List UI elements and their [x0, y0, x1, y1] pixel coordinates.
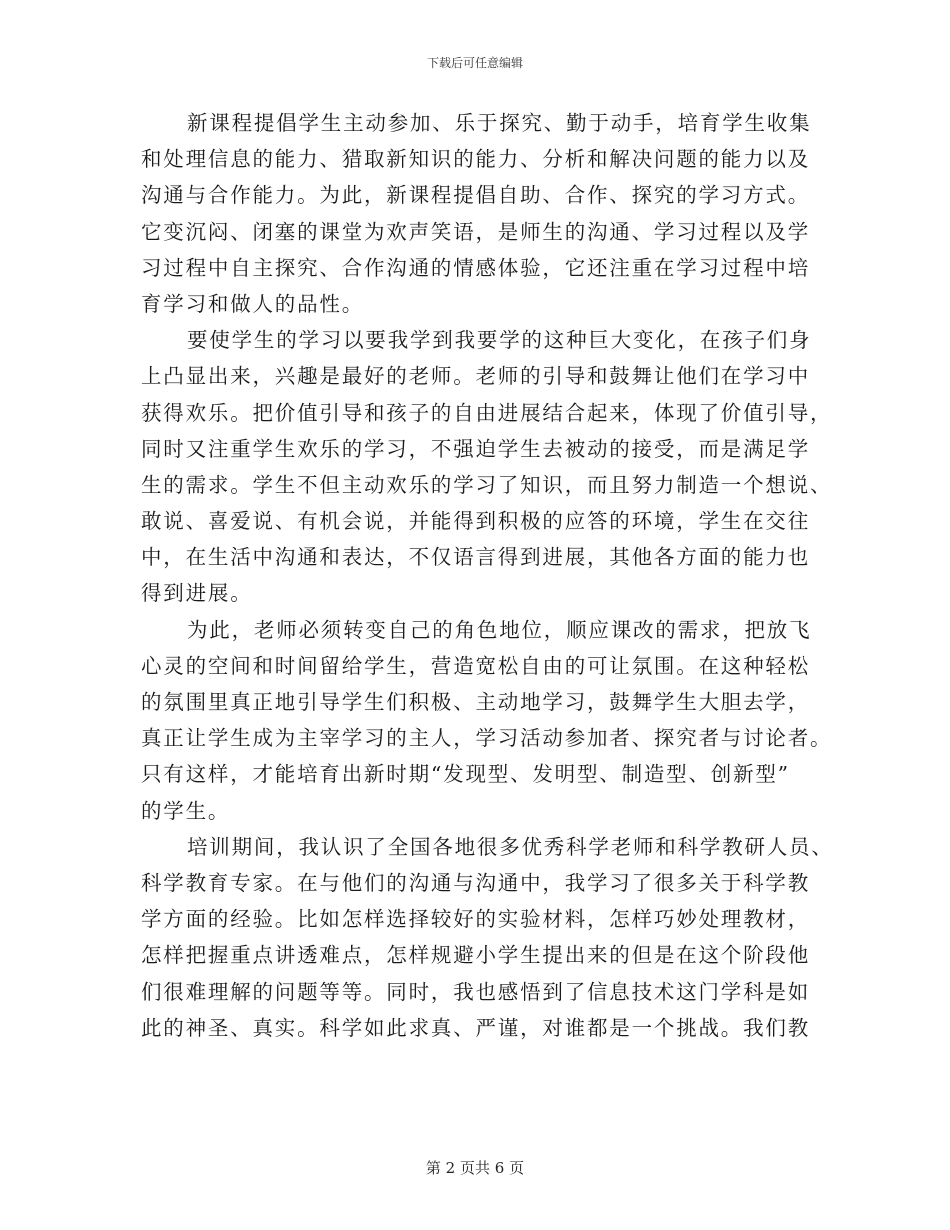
- text-line: 的学生。: [141, 798, 231, 823]
- text-line: 科学教育专家。在与他们的沟通与沟通中，我学习了很多关于科学教: [141, 870, 810, 895]
- text-line: 为此，老师必须转变自己的角色地位，顺应课改的需求，把放飞: [187, 617, 812, 642]
- text-line: 要使学生的学习以要我学到我要学的这种巨大变化，在孩子们身: [187, 328, 812, 353]
- page-header: 下载后可任意编辑: [426, 56, 523, 70]
- text-line: 习过程中自主探究、合作沟通的情感体验，它还注重在学习过程中培: [141, 255, 810, 280]
- text-line: 得到进展。: [141, 581, 253, 606]
- text-line: 和处理信息的能力、猎取新知识的能力、分析和解决问题的能力以及: [141, 147, 810, 172]
- text-line: 怎样把握重点讲透难点，怎样规避小学生提出来的但是在这个阶段他: [141, 943, 810, 968]
- text-line: 获得欢乐。把价值引导和孩子的自由进展结合起来，体现了价值引导，: [141, 400, 833, 425]
- text-line: 它变沉闷、闭塞的课堂为欢声笑语，是师生的沟通、学习过程以及学: [141, 219, 810, 244]
- document-body: [141, 105, 834, 1046]
- text-line: 们很难理解的问题等等。同时，我也感悟到了信息技术这门学科是如: [141, 979, 810, 1004]
- text-line: 敢说、喜爱说、有机会说，并能得到积极的应答的环境，学生在交往: [141, 509, 810, 534]
- text-line: 中，在生活中沟通和表达，不仅语言得到进展，其他各方面的能力也: [141, 545, 810, 570]
- text-line: 此的神圣、真实。科学如此求真、严谨，对谁都是一个挑战。我们教: [141, 1015, 810, 1040]
- text-line: 沟通与合作能力。为此，新课程提倡自助、合作、探究的学习方式。: [141, 183, 810, 208]
- paragraph: [141, 322, 833, 612]
- text-line: 同时又注重学生欢乐的学习，不强迫学生去被动的接受，而是满足学: [141, 436, 810, 461]
- text-line: 新课程提倡学生主动参加、乐于探究、勤于动手，培育学生收集: [187, 111, 812, 135]
- text-line: 只有这样，才能培育出新时期“发现型、发明型、制造型、创新型”: [141, 762, 790, 787]
- text-line: 上凸显出来，兴趣是最好的老师。老师的引导和鼓舞让他们在学习中: [141, 364, 810, 389]
- text-line: 真正让学生成为主宰学习的主人，学习活动参加者、探究者与讨论者。: [141, 726, 833, 751]
- text-line: 学方面的经验。比如怎样选择较好的实验材料，怎样巧妙处理教材，: [141, 907, 810, 932]
- paragraph: [141, 612, 833, 829]
- paragraph: [141, 105, 811, 322]
- text-line: 培训期间，我认识了全国各地很多优秀科学老师和科学教研人员、: [187, 834, 834, 859]
- text-line: 心灵的空间和时间留给学生，营造宽松自由的可让氛围。在这种轻松: [141, 653, 810, 678]
- paragraph: [141, 829, 834, 1046]
- page-footer: 第 2 页共 6 页: [425, 1159, 525, 1177]
- text-line: 生的需求。学生不但主动欢乐的学习了知识，而且努力制造一个想说、: [141, 472, 833, 497]
- text-line: 育学习和做人的品性。: [141, 291, 364, 316]
- text-line: 的氛围里真正地引导学生们积极、主动地学习，鼓舞学生大胆去学，: [141, 690, 810, 714]
